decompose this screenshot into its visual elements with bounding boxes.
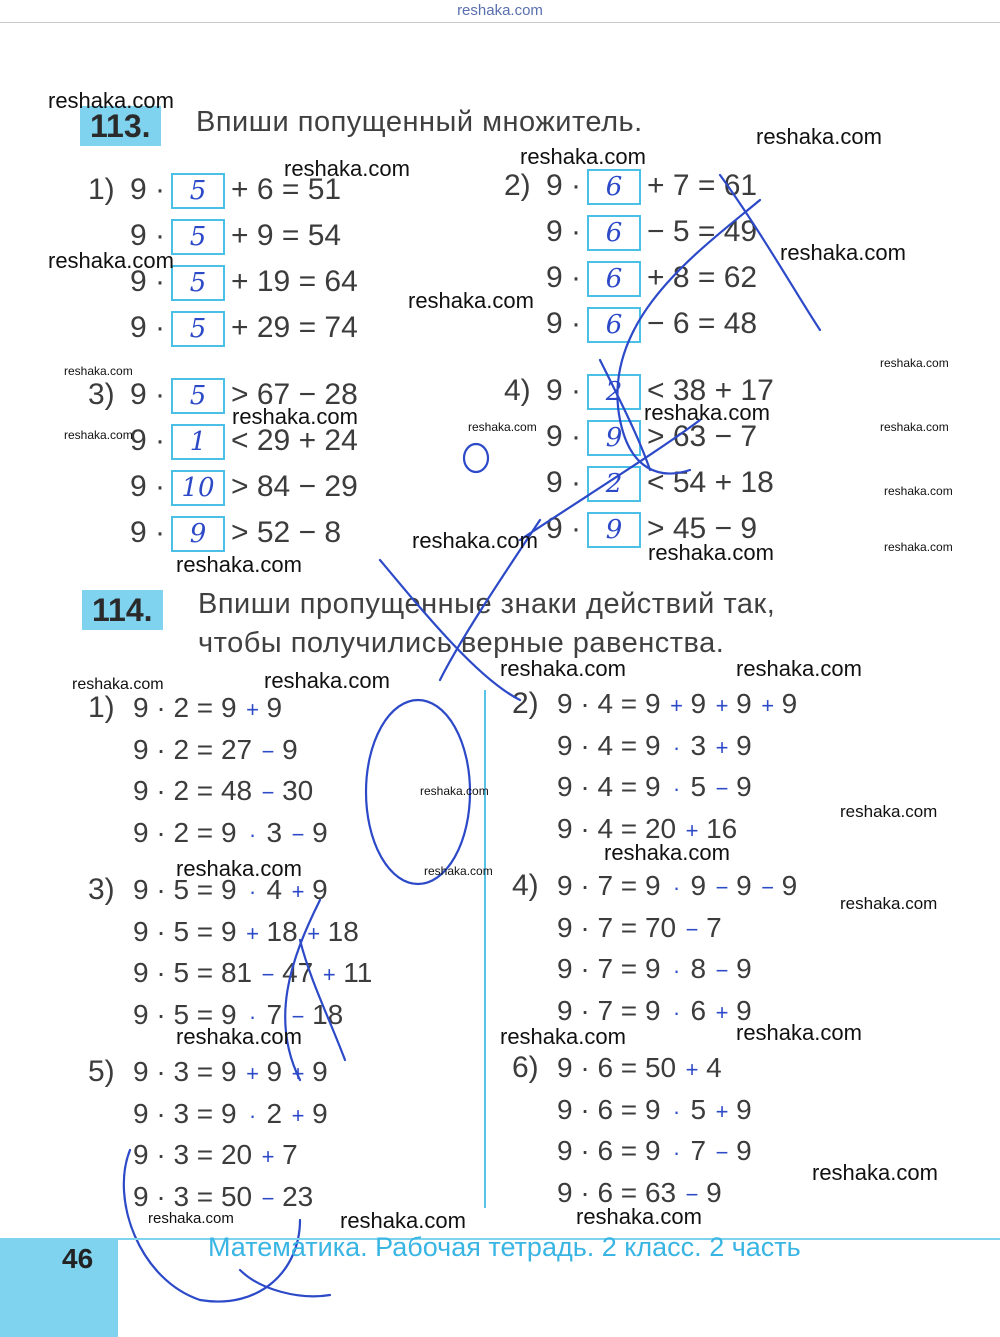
watermark: reshaka.com (412, 528, 538, 553)
equation-part: 9 · 6 = 9 (557, 1093, 661, 1125)
watermark: reshaka.com (424, 864, 493, 878)
handwritten-sign[interactable]: + (715, 693, 729, 718)
equation-row (546, 258, 757, 298)
equation-part: 9 · 4 = 9 (557, 771, 661, 802)
answer-box[interactable]: 6 (587, 169, 641, 205)
equation-part: 9 · 5 = 9 (133, 915, 237, 947)
handwritten-sign[interactable]: + (670, 693, 683, 718)
equation-part: 9 (312, 816, 328, 848)
answer-box[interactable]: 9 (587, 420, 641, 456)
equation-row (557, 1048, 724, 1088)
equation-right: + 19 = 64 (231, 265, 358, 298)
handwritten-sign[interactable]: · (672, 875, 681, 900)
equation-part: 8 (690, 953, 707, 984)
equation-part: 9 · 5 = 81 (133, 957, 253, 988)
watermark: reshaka.com (520, 144, 646, 169)
equation-part: 9 · 2 = 48 (133, 775, 253, 806)
watermark: reshaka.com (840, 894, 938, 913)
equation-part: 9 (781, 870, 798, 901)
equation-part: 9 (312, 874, 328, 905)
equation-row (133, 1135, 300, 1175)
equation-left: 9 · (546, 512, 582, 545)
equation-part: 4 (706, 1052, 722, 1083)
equation-part: 9 · 2 = 27 (133, 733, 253, 765)
equation-row (557, 1131, 754, 1171)
handwritten-sign[interactable]: + (291, 1061, 305, 1086)
watermark: reshaka.com (420, 784, 489, 798)
watermark: reshaka.com (284, 156, 410, 181)
equation-right: − 6 = 48 (647, 307, 758, 340)
equation-right: − 5 = 49 (647, 215, 758, 248)
equation-part: 9 (736, 729, 752, 761)
equation-row (546, 166, 757, 206)
handwritten-sign[interactable]: + (715, 999, 729, 1025)
equation-part: 9 (266, 692, 283, 723)
equation-row (557, 908, 724, 948)
answer-box[interactable]: 2 (587, 466, 641, 502)
equation-part: 9 (781, 688, 798, 719)
watermark: reshaka.com (64, 364, 133, 378)
equation-part: 23 (282, 1180, 314, 1212)
handwritten-sign[interactable]: − (685, 916, 699, 942)
exercise-113-title: Впиши попущенный множитель. (196, 106, 643, 138)
handwritten-sign[interactable]: + (261, 1144, 275, 1169)
handwritten-sign[interactable]: · (248, 1003, 257, 1029)
watermark: reshaka.com (72, 676, 164, 693)
equation-row (133, 730, 300, 770)
equation-left: 9 · (546, 215, 582, 248)
equation-row (133, 1094, 330, 1134)
answer-box[interactable]: 6 (587, 261, 641, 297)
handwritten-sign[interactable]: − (685, 1181, 699, 1207)
page-number: 46 (62, 1243, 94, 1274)
answer-box[interactable]: 6 (587, 215, 641, 251)
watermark: reshaka.com (880, 420, 949, 434)
scribble-stroke (240, 1270, 330, 1296)
exercise-114-title-line1: Впиши пропущенные знаки действий так, (198, 588, 776, 620)
equation-part: 6 (690, 994, 707, 1026)
group-label: 5) (88, 1055, 115, 1088)
handwritten-sign[interactable]: · (672, 734, 681, 760)
watermark: reshaka.com (884, 484, 953, 498)
answer-box[interactable]: 5 (171, 311, 225, 347)
watermark: reshaka.com (884, 540, 953, 554)
watermark: reshaka.com (644, 400, 770, 425)
handwritten-sign[interactable]: · (672, 1098, 681, 1124)
exercise-114-number: 114. (82, 590, 163, 630)
equation-left: 9 · (130, 219, 166, 252)
equation-row (133, 912, 361, 952)
group-label: 4) (512, 869, 539, 902)
equation-row (557, 866, 799, 906)
equation-right: > 45 − 9 (647, 512, 758, 545)
equation-left: 9 · (546, 261, 582, 294)
equation-part: 9 · 6 = 50 (557, 1052, 677, 1083)
equation-part: 9 · 7 = 70 (557, 911, 677, 943)
answer-box[interactable]: 1 (171, 424, 225, 460)
equation-right: + 29 = 74 (231, 311, 358, 344)
equation-left: 9 · (546, 169, 582, 202)
handwritten-sign[interactable]: − (291, 1003, 305, 1029)
footer-page-tab (0, 1240, 118, 1337)
group-label: 1) (88, 691, 115, 724)
equation-part: 9 · 2 = 9 (133, 692, 237, 723)
handwritten-sign[interactable]: − (715, 776, 729, 801)
equation-part: 9 (736, 1135, 752, 1166)
watermark: reshaka.com (408, 288, 534, 313)
equation-part: 9 · 7 = 9 (557, 953, 661, 984)
equation-right: < 29 + 24 (231, 424, 358, 457)
equation-left: 9 · (546, 466, 582, 499)
equation-part: 9 (706, 1176, 722, 1208)
equation-row (546, 304, 757, 344)
equation-part: 16 (706, 812, 738, 844)
handwritten-sign[interactable]: − (291, 821, 305, 847)
answer-box[interactable]: 5 (171, 173, 225, 209)
handwritten-sign[interactable]: − (715, 958, 729, 983)
equation-left: 9 · (130, 265, 166, 298)
equation-part: 9 · 6 = 9 (557, 1135, 661, 1166)
watermark: reshaka.com (648, 540, 774, 565)
watermark: reshaka.com (736, 1020, 862, 1045)
watermark: reshaka.com (468, 420, 537, 434)
handwritten-sign[interactable]: − (261, 738, 275, 764)
watermark: reshaka.com (880, 356, 949, 370)
equation-row (557, 1090, 754, 1130)
handwritten-sign[interactable]: − (715, 875, 729, 900)
group-label: 6) (512, 1051, 539, 1084)
answer-box[interactable]: 5 (171, 378, 225, 414)
equation-part: 9 · 5 = 9 (133, 998, 237, 1030)
watermark: reshaka.com (176, 552, 302, 577)
handwritten-sign[interactable]: + (246, 920, 259, 946)
handwritten-sign[interactable]: − (761, 875, 775, 900)
watermark: reshaka.com (232, 404, 358, 429)
equation-part: 9 (736, 688, 752, 719)
equation-part: 9 · 4 = 9 (557, 729, 661, 761)
handwritten-sign[interactable]: + (246, 697, 259, 722)
equation-part: 3 (690, 729, 707, 761)
equation-part: 9 · 4 = 9 (557, 688, 661, 719)
handwritten-sign[interactable]: + (322, 962, 336, 987)
answer-box[interactable]: 10 (171, 470, 225, 506)
handwritten-sign[interactable]: + (685, 1057, 699, 1082)
equation-row (133, 771, 315, 811)
equation-row (133, 688, 284, 728)
equation-part: 9 · 3 = 9 (133, 1056, 237, 1087)
handwritten-sign[interactable]: − (261, 780, 275, 805)
equation-row (557, 684, 799, 724)
watermark: reshaka.com (340, 1208, 466, 1233)
equation-right: < 38 + 17 (647, 374, 774, 407)
equation-left: 9 · (130, 173, 166, 206)
equation-right: > 52 − 8 (231, 516, 342, 549)
handwritten-sign[interactable]: · (672, 958, 681, 983)
exercise-114-title-line2: чтобы получились верные равенства. (198, 627, 725, 659)
answer-box[interactable]: 6 (587, 307, 641, 343)
watermark: reshaka.com (812, 1160, 938, 1185)
equation-right: + 8 = 62 (647, 261, 758, 294)
equation-part: 47 (282, 957, 314, 988)
watermark: reshaka.com (840, 802, 938, 821)
equation-part: 18 (327, 915, 359, 947)
equation-part: 9 · 7 = 9 (557, 994, 661, 1026)
handwritten-sign[interactable]: · (248, 879, 257, 904)
equation-row (546, 463, 774, 503)
equation-part: 9 (736, 771, 752, 802)
equation-part: 9 · 5 = 9 (133, 874, 237, 905)
book-title: Математика. Рабочая тетрадь. 2 класс. 2 часть (208, 1232, 801, 1262)
equation-left: 9 · (546, 374, 582, 407)
handwritten-sign[interactable]: + (685, 817, 699, 843)
equation-part: 9 (736, 870, 752, 901)
handwritten-sign[interactable]: · (248, 1102, 257, 1128)
handwritten-sign[interactable]: + (307, 920, 321, 946)
equation-part: 9 · 3 = 20 (133, 1139, 253, 1170)
handwritten-sign[interactable]: + (291, 1102, 305, 1128)
watermark: reshaka.com (780, 240, 906, 265)
column-divider (484, 690, 486, 1208)
equation-row (557, 949, 754, 989)
header-divider (0, 22, 1000, 23)
equation-part: 9 (736, 953, 752, 984)
watermark: reshaka.com (500, 1024, 626, 1049)
equation-part: 18 (312, 998, 344, 1030)
watermark: reshaka.com (264, 668, 390, 693)
equation-part: 9 (736, 994, 752, 1026)
answer-box[interactable]: 5 (171, 219, 225, 255)
answer-box[interactable]: 2 (587, 374, 641, 410)
handwritten-sign[interactable]: + (291, 879, 305, 904)
equation-part: 7 (266, 998, 283, 1030)
equation-row (130, 308, 358, 348)
equation-part: 9 · 7 = 9 (557, 870, 661, 901)
equation-left: 9 · (130, 378, 166, 411)
equation-part: 9 · 2 = 9 (133, 816, 237, 848)
equation-part: 7 (282, 1139, 298, 1170)
equation-part: 9 · 3 = 50 (133, 1180, 253, 1212)
equation-left: 9 · (130, 470, 166, 503)
equation-row (133, 953, 374, 993)
watermark: reshaka.com (64, 428, 133, 442)
equation-left: 9 · (546, 420, 582, 453)
answer-box[interactable]: 9 (587, 512, 641, 548)
group-label: 2) (512, 687, 539, 720)
handwritten-sign[interactable]: − (261, 962, 275, 987)
equation-part: 9 (266, 1056, 283, 1087)
equation-left: 9 · (130, 311, 166, 344)
equation-left: 9 · (546, 307, 582, 340)
exercise-113-number: 113. (80, 106, 161, 146)
equation-part: 9 (690, 870, 707, 901)
equation-row (546, 212, 757, 252)
equation-left: 9 · (130, 424, 166, 457)
handwritten-sign[interactable]: + (715, 1098, 729, 1124)
equation-part: 7 (690, 1135, 707, 1166)
equation-right: + 9 = 54 (231, 219, 342, 252)
handwritten-sign[interactable]: · (672, 776, 681, 801)
equation-part: 9 · 4 = 20 (557, 812, 677, 844)
handwritten-sign[interactable]: · (672, 999, 681, 1025)
equation-part: 3 (266, 816, 283, 848)
equation-part: 9 (312, 1056, 328, 1087)
answer-box[interactable]: 9 (171, 516, 225, 552)
equation-row (130, 467, 358, 507)
handwritten-sign[interactable]: + (761, 693, 775, 718)
equation-right: + 7 = 61 (647, 169, 758, 202)
handwritten-sign[interactable]: · (672, 1140, 681, 1165)
equation-part: 9 (736, 1093, 752, 1125)
group-label: 4) (504, 374, 531, 407)
equation-left: 9 · (130, 516, 166, 549)
watermark: reshaka.com (148, 1210, 234, 1227)
equation-part: 9 · 6 = 63 (557, 1176, 677, 1208)
equation-right: > 63 − 7 (647, 420, 758, 453)
equation-part: 5 (690, 771, 707, 802)
equation-right: > 84 − 29 (231, 470, 358, 503)
equation-part: 9 (282, 733, 298, 765)
watermark: reshaka.com (756, 124, 882, 149)
equation-part: 2 (266, 1097, 283, 1129)
watermark: reshaka.com (48, 248, 174, 273)
equation-part: 30 (282, 775, 314, 806)
group-label: 1) (88, 173, 115, 206)
group-label: 3) (88, 378, 115, 411)
equation-row (557, 767, 754, 807)
group-label: 2) (504, 169, 531, 202)
handwritten-sign[interactable]: + (246, 1061, 259, 1086)
equation-part: 9 · 3 = 9 (133, 1097, 237, 1129)
equation-row (130, 513, 341, 553)
handwritten-sign[interactable]: − (715, 1140, 729, 1165)
equation-part: 9 (690, 688, 707, 719)
scribble-stroke (464, 444, 488, 472)
watermark: reshaka.com (48, 88, 174, 113)
watermark: reshaka.com (604, 840, 730, 865)
equation-right: > 67 − 28 (231, 378, 358, 411)
handwritten-sign[interactable]: + (715, 734, 729, 760)
equation-part: 5 (690, 1093, 707, 1125)
equation-part: 18 (266, 915, 298, 947)
watermark: reshaka.com (576, 1204, 702, 1229)
group-label: 3) (88, 873, 115, 906)
equation-right: + 6 = 51 (231, 173, 342, 206)
equation-row (557, 726, 754, 766)
equation-row (133, 1052, 330, 1092)
watermark: reshaka.com (176, 1024, 302, 1049)
equation-right: < 54 + 18 (647, 466, 774, 499)
watermark: reshaka.com (736, 656, 862, 681)
equation-row (133, 813, 330, 853)
equation-part: 9 (312, 1097, 328, 1129)
equation-part: 11 (343, 957, 373, 988)
watermark: reshaka.com (500, 656, 626, 681)
site-header[interactable]: reshaka.com (457, 2, 543, 19)
equation-part: 7 (706, 911, 722, 943)
handwritten-sign[interactable]: − (261, 1185, 275, 1211)
answer-box[interactable]: 5 (171, 265, 225, 301)
watermark: reshaka.com (176, 856, 302, 881)
equation-part: 4 (266, 874, 283, 905)
handwritten-sign[interactable]: · (248, 821, 257, 847)
